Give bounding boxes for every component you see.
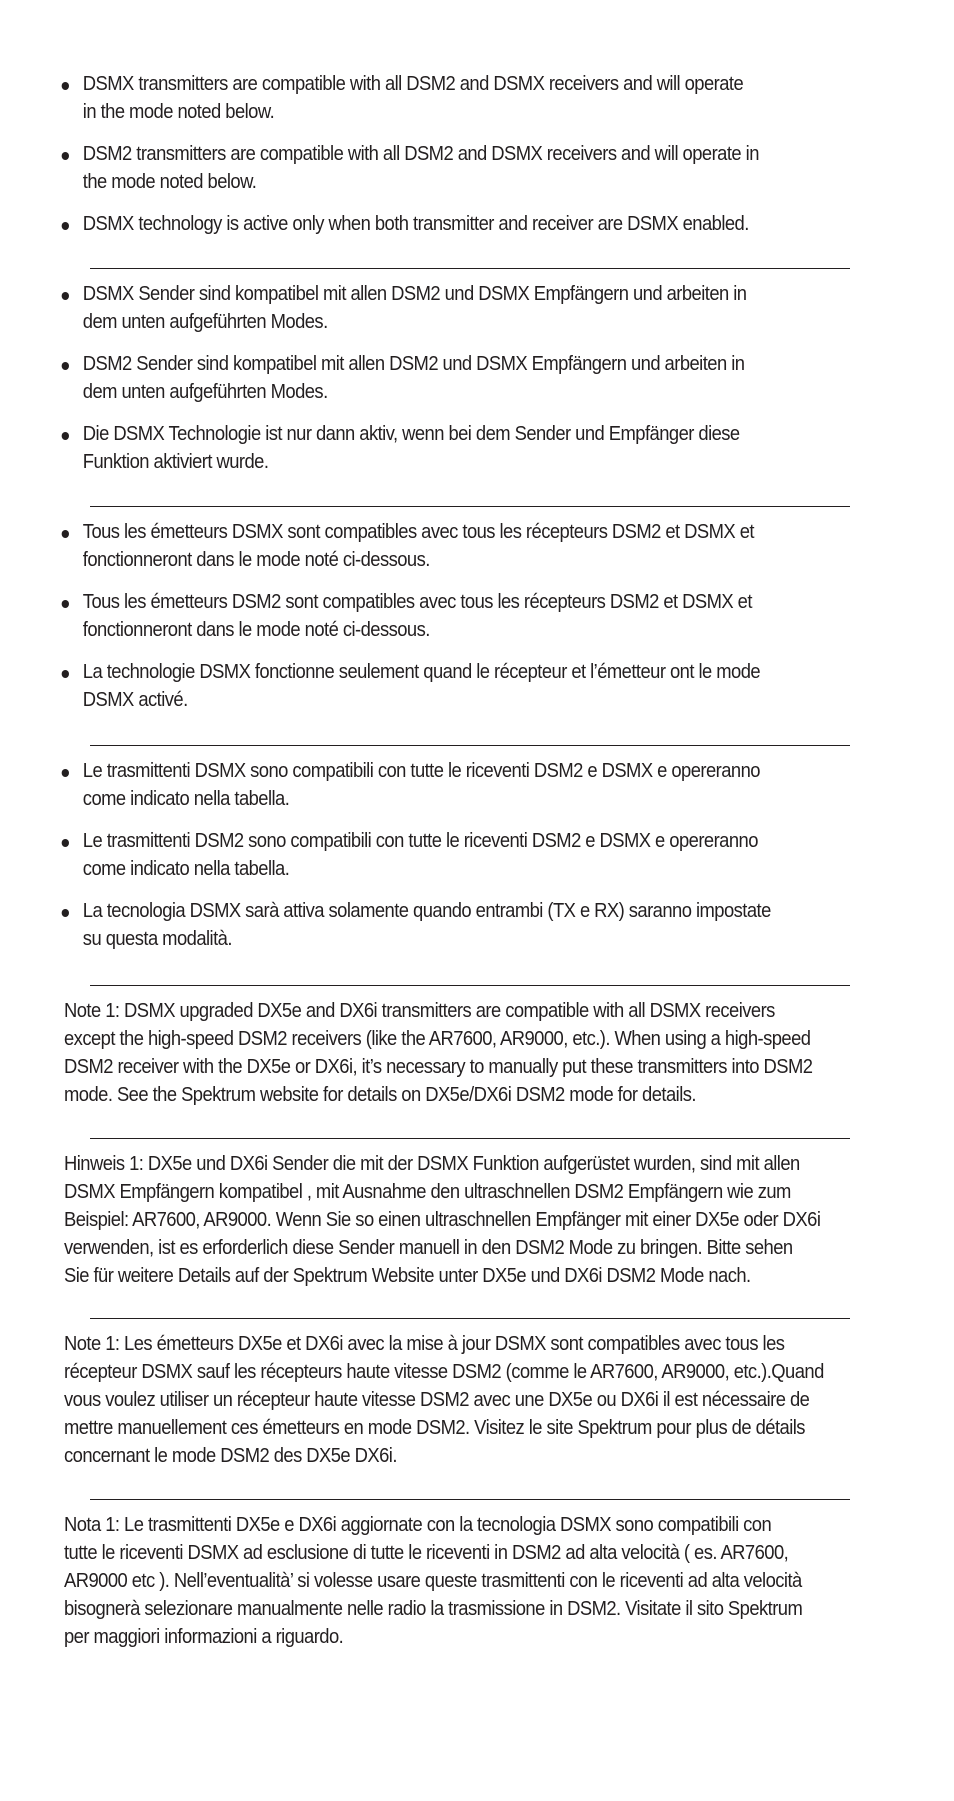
- section-divider: [90, 1499, 850, 1500]
- bullet-dot-icon: [62, 432, 69, 440]
- note-line: vous voulez utiliser un récepteur haute vitesse DSM2 avec une DX5e ou DX6i il est nécessaire de: [64, 1389, 810, 1411]
- note-line: Note 1: Les émetteurs DX5e et DX6i avec la mise à jour DSMX sont compatibles avec tous les: [64, 1333, 785, 1355]
- list-item-line: dem unten aufgeführten Modes.: [82, 311, 328, 333]
- list-item: [0, 350, 782, 406]
- list-item-line: DSMX Sender sind kompatibel mit allen DSM2 und DSMX Empfängern und arbeiten in: [82, 283, 747, 305]
- note-english: [64, 997, 874, 1109]
- note-line: mode. See the Spektrum website for details on DX5e/DX6i DSM2 mode for details.: [64, 1084, 696, 1106]
- note-line: concernant le mode DSM2 des DX5e DX6i.: [64, 1445, 397, 1467]
- bullet-dot-icon: [62, 530, 69, 538]
- list-item: [0, 210, 782, 238]
- list-item-line: La technologie DSMX fonctionne seulement quand le récepteur et l’émetteur ont le mode: [82, 661, 761, 683]
- list-item-line: fonctionneront dans le mode noté ci-dessous.: [82, 549, 430, 571]
- bullet-dot-icon: [62, 362, 69, 370]
- section-divider: [90, 1318, 850, 1319]
- note-line: AR9000 etc ). Nell’eventualità’ si volesse usare queste trasmittenti con le riceventi ad alta velocità: [64, 1570, 802, 1592]
- note-line: bisognerà selezionare manualmente nelle radio la trasmissione in DSM2. Visitate il sito Spektrum: [64, 1598, 803, 1620]
- bullet-dot-icon: [62, 600, 69, 608]
- bullet-dot-icon: [62, 222, 69, 230]
- list-item: [0, 140, 782, 196]
- list-item-line: DSM2 transmitters are compatible with all DSM2 and DSMX receivers and will operate in: [82, 143, 759, 165]
- bullet-dot-icon: [62, 670, 69, 678]
- bullet-dot-icon: [62, 152, 69, 160]
- list-item-line: Tous les émetteurs DSMX sont compatibles avec tous les récepteurs DSM2 et DSMX et: [82, 521, 754, 543]
- note-line: except the high-speed DSM2 receivers (like the AR7600, AR9000, etc.). When using a high-speed: [64, 1028, 811, 1050]
- note-line: Hinweis 1: DX5e und DX6i Sender die mit der DSMX Funktion aufgerüstet wurden, sind mit allen: [64, 1153, 800, 1175]
- section-divider: [90, 1138, 850, 1139]
- section-divider: [90, 506, 850, 507]
- list-item-line: DSM2 Sender sind kompatibel mit allen DSM2 und DSMX Empfängern und arbeiten in: [82, 353, 745, 375]
- list-item-line: Tous les émetteurs DSM2 sont compatibles avec tous les récepteurs DSM2 et DSMX et: [82, 591, 752, 613]
- list-item-line: Le trasmittenti DSMX sono compatibili con tutte le riceventi DSM2 e DSMX e opereranno: [82, 760, 760, 782]
- section-divider: [90, 745, 850, 746]
- section-divider: [90, 268, 850, 269]
- note-italian: [64, 1511, 874, 1651]
- note-line: DSM2 receiver with the DX5e or DX6i, it’s necessary to manually put these transmitters into DSM2: [64, 1056, 813, 1078]
- list-item-line: come indicato nella tabella.: [82, 858, 290, 880]
- section-divider: [90, 985, 850, 986]
- note-line: DSMX Empfängern kompatibel , mit Ausnahme den ultraschnellen DSM2 Empfängern wie zum: [64, 1181, 791, 1203]
- note-line: per maggiori informazioni a riguardo.: [64, 1626, 344, 1648]
- note-line: Beispiel: AR7600, AR9000. Wenn Sie so einen ultraschnellen Empfänger mit einer DX5e oder DX6i: [64, 1209, 821, 1231]
- list-item: [0, 280, 782, 336]
- bullet-dot-icon: [62, 839, 69, 847]
- list-item: [0, 518, 782, 574]
- list-item-line: su questa modalità.: [82, 928, 232, 950]
- list-item-line: in the mode noted below.: [82, 101, 275, 123]
- note-line: mettre manuellement ces émetteurs en mode DSM2. Visitez le site Spektrum pour plus de détails: [64, 1417, 805, 1439]
- bullet-dot-icon: [62, 292, 69, 300]
- list-item: [0, 827, 782, 883]
- list-item: [0, 897, 782, 953]
- list-item-line: Funktion aktiviert wurde.: [82, 451, 269, 473]
- note-german: [64, 1150, 874, 1290]
- note-line: tutte le riceventi DSMX ad esclusione di tutte le riceventi in DSM2 ad alta velocità ( es. AR7600,: [64, 1542, 789, 1564]
- note-line: verwenden, ist es erforderlich diese Sender manuell in den DSM2 Mode zu bringen. Bitte sehen: [64, 1237, 793, 1259]
- note-french: [64, 1330, 874, 1470]
- list-item-line: DSMX transmitters are compatible with all DSM2 and DSMX receivers and will operate: [82, 73, 744, 95]
- list-item-line: fonctionneront dans le mode noté ci-dessous.: [82, 619, 430, 641]
- note-line: Sie für weitere Details auf der Spektrum Website unter DX5e und DX6i DSM2 Mode nach.: [64, 1265, 751, 1287]
- list-item-line: come indicato nella tabella.: [82, 788, 290, 810]
- list-item-line: the mode noted below.: [82, 171, 257, 193]
- note-line: Nota 1: Le trasmittenti DX5e e DX6i aggiornate con la tecnologia DSMX sono compatibili con: [64, 1514, 772, 1536]
- bullet-dot-icon: [62, 82, 69, 90]
- list-item: [0, 658, 782, 714]
- list-item-line: dem unten aufgeführten Modes.: [82, 381, 328, 403]
- note-line: récepteur DSMX sauf les récepteurs haute vitesse DSM2 (comme le AR7600, AR9000, etc.).Quand: [64, 1361, 824, 1383]
- list-item-line: Le trasmittenti DSM2 sono compatibili con tutte le riceventi DSM2 e DSMX e opereranno: [82, 830, 758, 852]
- list-item-line: DSMX technology is active only when both transmitter and receiver are DSMX enabled.: [82, 213, 749, 235]
- note-line: Note 1: DSMX upgraded DX5e and DX6i transmitters are compatible with all DSMX receivers: [64, 1000, 775, 1022]
- list-item-line: La tecnologia DSMX sarà attiva solamente quando entrambi (TX e RX) saranno impostate: [82, 900, 771, 922]
- list-item: [0, 420, 782, 476]
- list-item-line: DSMX activé.: [82, 689, 188, 711]
- list-item: [0, 70, 782, 126]
- list-item: [0, 757, 782, 813]
- list-item-line: Die DSMX Technologie ist nur dann aktiv, wenn bei dem Sender und Empfänger diese: [82, 423, 740, 445]
- bullet-dot-icon: [62, 769, 69, 777]
- list-item: [0, 588, 782, 644]
- bullet-dot-icon: [62, 909, 69, 917]
